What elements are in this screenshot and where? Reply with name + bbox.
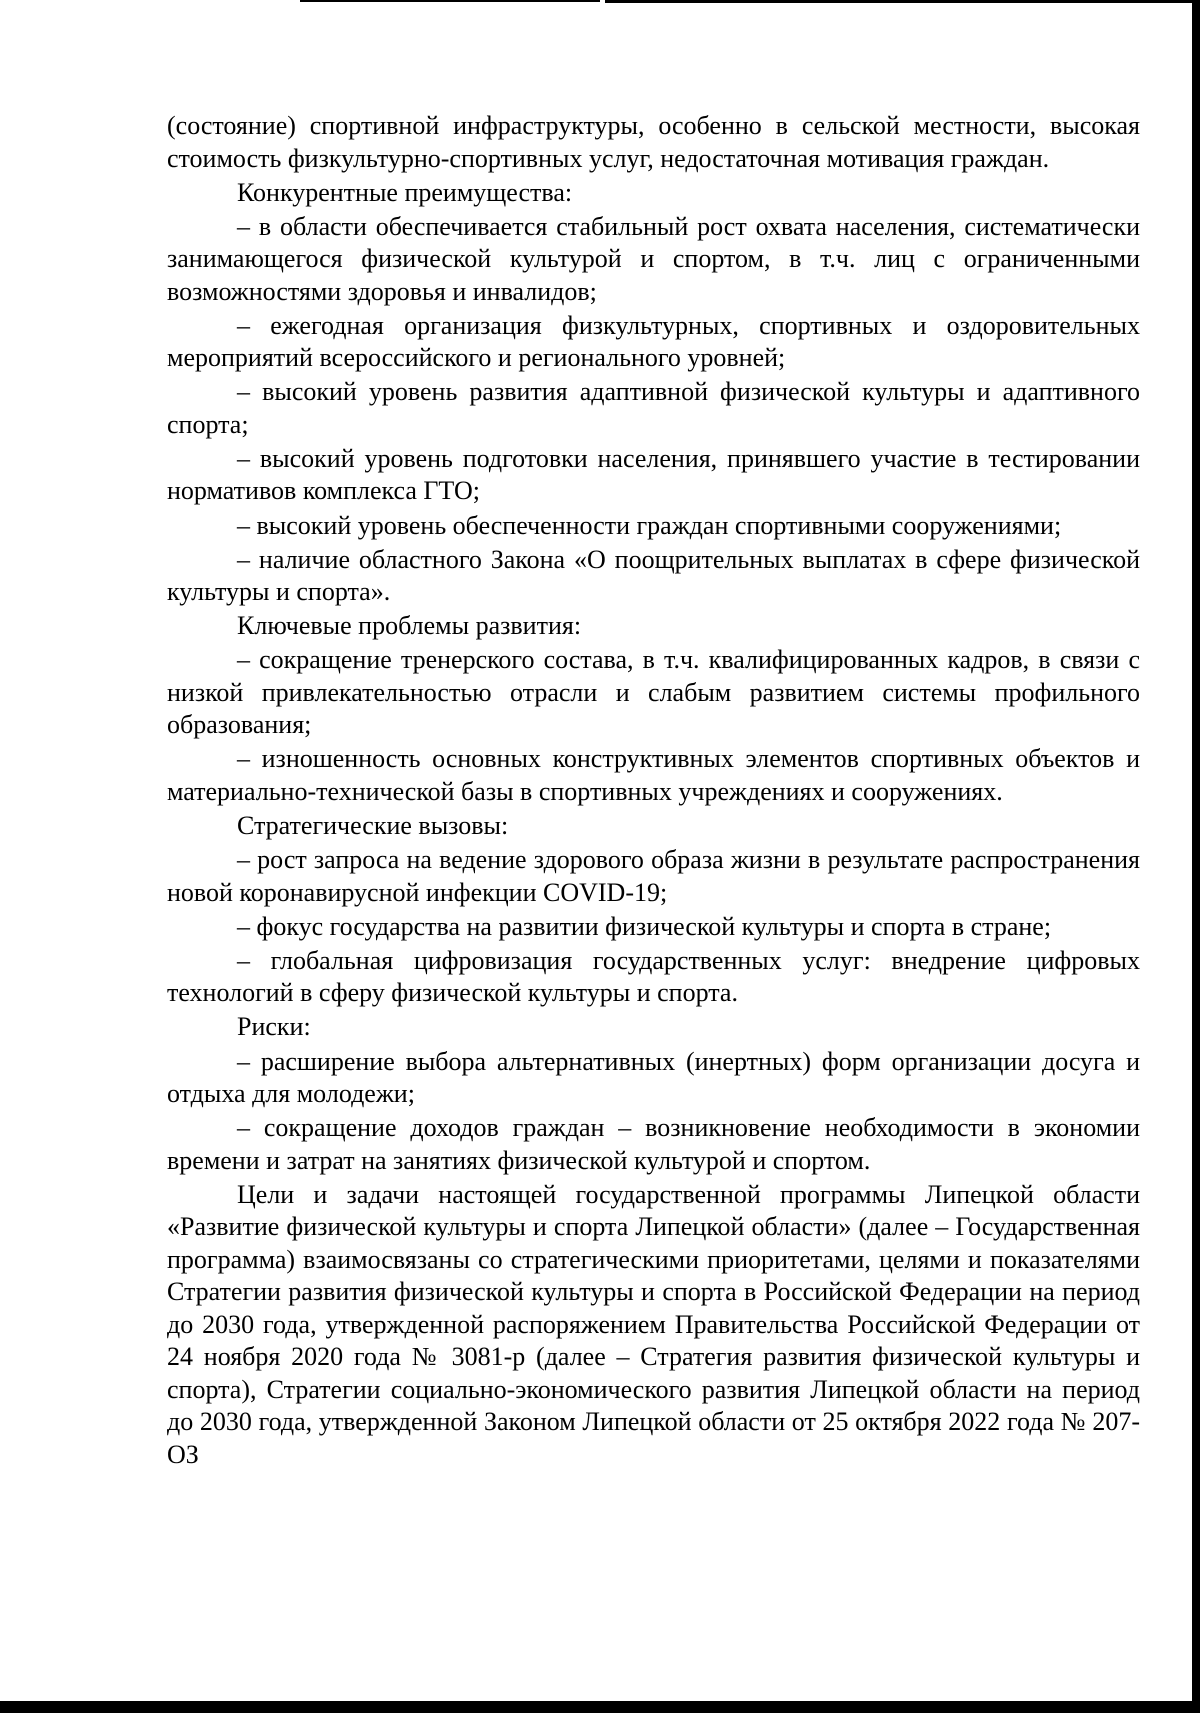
scan-border-top-right	[605, 0, 1200, 3]
list-item-worn-facilities: – изношенность основных конструктивных элементов спортивных объектов и материально-технической базы в спортивных учреждениях и сооружениях.	[167, 744, 1140, 806]
list-item-healthy-lifestyle: – рост запроса на ведение здорового образа жизни в результате распространения новой коронавирусной инфекции COVID-19;	[167, 845, 1140, 907]
list-item-digitalization: – глобальная цифровизация государственных услуг: внедрение цифровых технологий в сферу физической культуры и спорта.	[167, 945, 1140, 1008]
list-item-sports-facilities: – высокий уровень обеспеченности граждан спортивными сооружениями;	[237, 510, 1062, 540]
scan-border-top-left	[300, 0, 600, 2]
list-item-annual-events: – ежегодная организация физкультурных, спортивных и оздоровительных мероприятий всероссийского и регионального уровней;	[167, 310, 1140, 373]
heading-key-problems: Ключевые проблемы развития:	[237, 611, 582, 641]
list-item-coaching-staff: – сокращение тренерского состава, в т.ч. квалифицированных кадров, в связи с низкой привлекательностью отрасли и слабым развитием системы профильного образования;	[167, 645, 1140, 740]
list-item-population-coverage: – в области обеспечивается стабильный рост охвата населения, систематически занимающегося физической культурой и спортом, в т.ч. лиц с ограниченными возможностями здоровья и инвалидов;	[167, 211, 1140, 306]
heading-strategic-challenges: Стратегические вызовы:	[237, 811, 509, 841]
document-body	[167, 110, 1140, 1473]
list-item-gto-testing: – высокий уровень подготовки населения, принявшего участие в тестировании нормативов комплекса ГТО;	[167, 443, 1140, 506]
list-item-adaptive-sport: – высокий уровень развития адаптивной физической культуры и адаптивного спорта;	[167, 377, 1140, 439]
paragraph-infrastructure-continuation: (состояние) спортивной инфраструктуры, особенно в сельской местности, высокая стоимость физкультурно-спортивных услуг, недостаточная мотивация граждан.	[167, 111, 1140, 173]
list-item-income-decline: – сокращение доходов граждан – возникновение необходимости в экономии времени и затрат на занятиях физической культурой и спортом.	[167, 1113, 1140, 1175]
list-item-state-focus: – фокус государства на развитии физической культуры и спорта в стране;	[237, 911, 1052, 941]
list-item-alternative-leisure: – расширение выбора альтернативных (инертных) форм организации досуга и отдыха для молодежи;	[167, 1046, 1140, 1108]
paragraph-program-goals: Цели и задачи настоящей государственной программы Липецкой области «Развитие физической культуры и спорта Липецкой области» (далее – Государственная программа) взаимосвязаны со стратегическими приоритетами, целями и показателями Стратегии развития физической культуры и спорта в Российской Федерации на период до 2030 года, утвержденной распоряжением Правительства Российской Федерации от 24 ноября 2020 года № 3081-р (далее – Стратегия развития физической культуры и спорта), Стратегии социально-экономического развития Липецкой области на период до 2030 года, утвержденной Законом Липецкой области от 25 октября 2022 года № 207-ОЗ	[167, 1179, 1140, 1469]
scan-border-bottom	[0, 1701, 1200, 1713]
scan-border-right	[1192, 0, 1200, 1713]
heading-risks: Риски:	[237, 1012, 311, 1042]
list-item-regional-law: – наличие областного Закона «О поощрительных выплатах в сфере физической культуры и спорта».	[167, 544, 1140, 607]
heading-competitive-advantages: Конкурентные преимущества:	[237, 177, 573, 207]
